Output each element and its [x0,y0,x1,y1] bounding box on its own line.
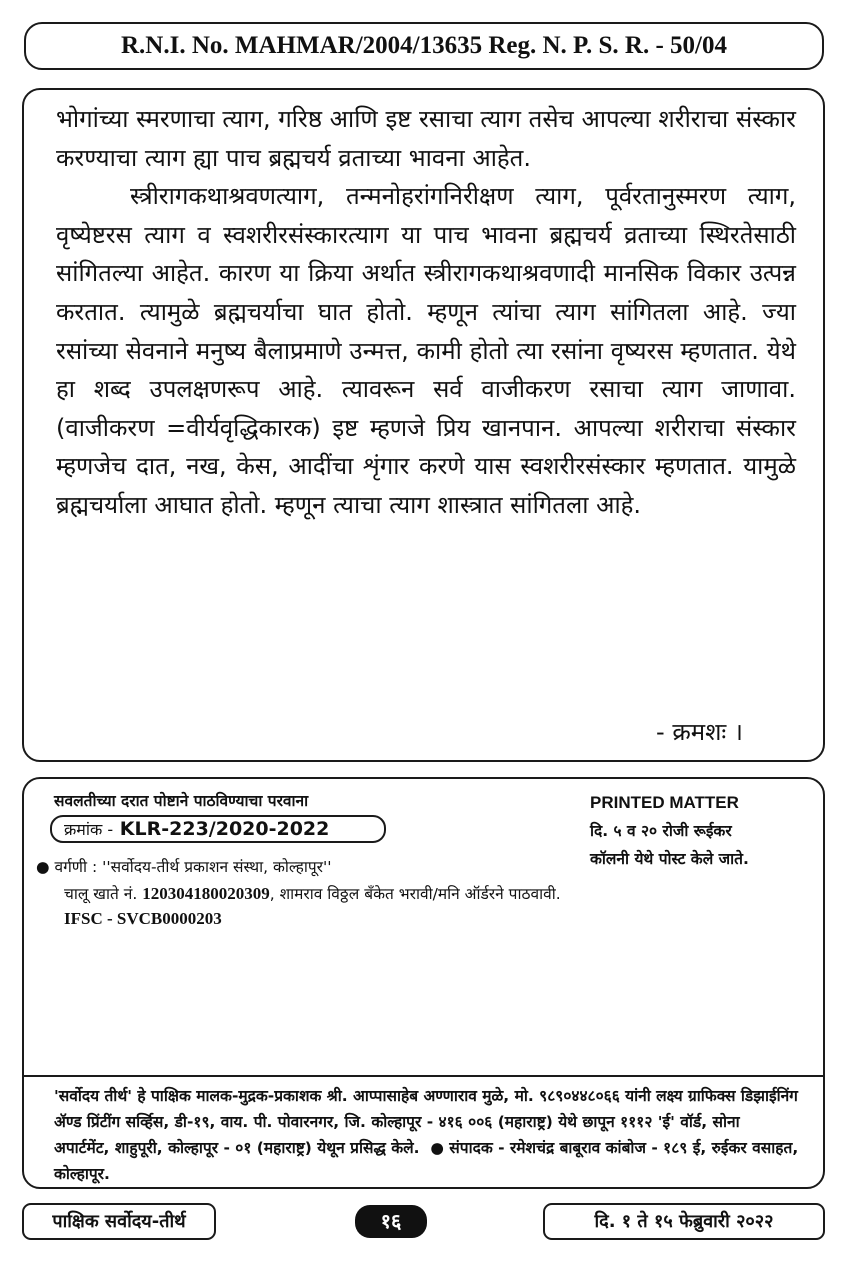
rni-text: R.N.I. No. MAHMAR/2004/13635 Reg. N. P. S. R. - 50/04 [121,32,727,59]
article-paragraph-1: भोगांच्या स्मरणाचा त्याग, गरिष्ठ आणि इष्ट रसाचा त्याग तसेच आपल्या शरीराचा संस्कार करण्याचा त्याग ह्या पाच ब्रह्मचर्य व्रताच्या भावना आहेत. [56,105,796,172]
kramank-label: क्रमांक - [64,820,114,839]
kramank-badge [50,815,386,843]
continued-marker: - क्रमशः । [656,718,743,746]
page-number: १६ [355,1205,427,1238]
account-line [64,882,561,904]
publication-name: पाक्षिक सर्वोदय-तीर्थ [52,1211,186,1232]
editor-line: ● संपादक - रमेशचंद्र बाबूराव कांबोज - १८९ ई, रुईकर वसाहत, कोल्हापूर. [54,1139,799,1183]
posting-line-1: दि. ५ व २० रोजी रूईकर [590,822,732,840]
imprint-divider [24,1075,823,1077]
postal-permission: सवलतीच्या दरात पोष्टाने पाठविण्याचा परवाना [54,792,309,810]
footer-date [543,1203,825,1240]
footer-publication [22,1203,216,1240]
imprint-text: 'सर्वोदय तीर्थ' हे पाक्षिक मालक-मुद्रक-प्रकाशक श्री. आप्पासाहेब अण्णाराव मुळे, मो. ९८९०४४८०६६ यांनी लक्ष्य ग्राफिक्स डिझाईनिंग ॲण्ड प्रिंटींग सर्व्हिस, डी-१९, वाय. पी. पोवारनगर, जि. कोल्हापूर - ४१६ ००६ (महाराष्ट्र) येथे छापून १११२ 'ई' वॉर्ड, सोना अपार्टमेंट, शाहुपूरी, कोल्हापूर - ०१ (महाराष्ट्र) येथून प्रसिद्ध केले. [54,1087,798,1157]
posting-line-2: कॉलनी येथे पोस्ट केले जाते. [590,850,749,868]
imprint-block [54,1083,799,1187]
issue-date: दि. १ ते १५ फेब्रुवारी २०२२ [594,1211,774,1232]
account-prefix: चालू खाते नं. [64,885,138,903]
ifsc-code: IFSC - SVCB0000203 [64,909,222,928]
article-box [22,88,825,762]
rni-header [24,22,824,70]
vargani-line: ● वर्गणी : ''सर्वोदय-तीर्थ प्रकाशन संस्था, कोल्हापूर'' [36,858,332,876]
article-paragraph-2: स्त्रीरागकथाश्रवणत्याग, तन्मनोहरांगनिरीक्षण त्याग, पूर्वरतानुस्मरण त्याग, वृष्येष्टरस त्याग व स्वशरीरसंस्कारत्याग या पाच भावना ब्रह्मचर्य व्रताच्या स्थिरतेसाठी सांगितल्या आहेत. कारण या क्रिया अर्थात स्त्रीरागकथाश्रवणादी मानसिक विकार उत्पन्न करतात. त्यामुळे ब्रह्मचर्याचा घात होतो. म्हणून त्यांचा त्याग सांगितला आहे. ज्या रसांच्या सेवनाने मनुष्य बैलाप्रमाणे उन्मत्त, कामी होतो त्या रसांना वृष्यरस म्हणतात. येथे हा शब्द उपलक्षणरूप आहे. त्यावरून सर्व वाजीकरण रसाचा त्याग जाणावा. (वाजीकरण =वीर्यवृद्धिकारक) इष्ट म्हणजे प्रिय खानपान. आपल्या शरीराचा संस्कार म्हणजेच दात, नख, केस, आदींचा शृंगार करणे यास स्वशरीरसंस्कार म्हणतात. यामुळे ब्रह्मचर्याला आघात होतो. म्हणून त्याचा त्याग शास्त्रात सांगितला आहे. [56,182,796,519]
postal-box [22,777,825,1189]
account-number: 120304180020309 [142,884,270,903]
kramank-value: KLR-223/2020-2022 [119,818,330,840]
printed-matter-block [590,789,749,873]
printed-matter-label: PRINTED MATTER [590,793,739,812]
article-text [56,100,796,525]
account-suffix: , शामराव विठ्ठल बँकेत भरावी/मनि ऑर्डरने पाठवावी. [269,885,561,903]
